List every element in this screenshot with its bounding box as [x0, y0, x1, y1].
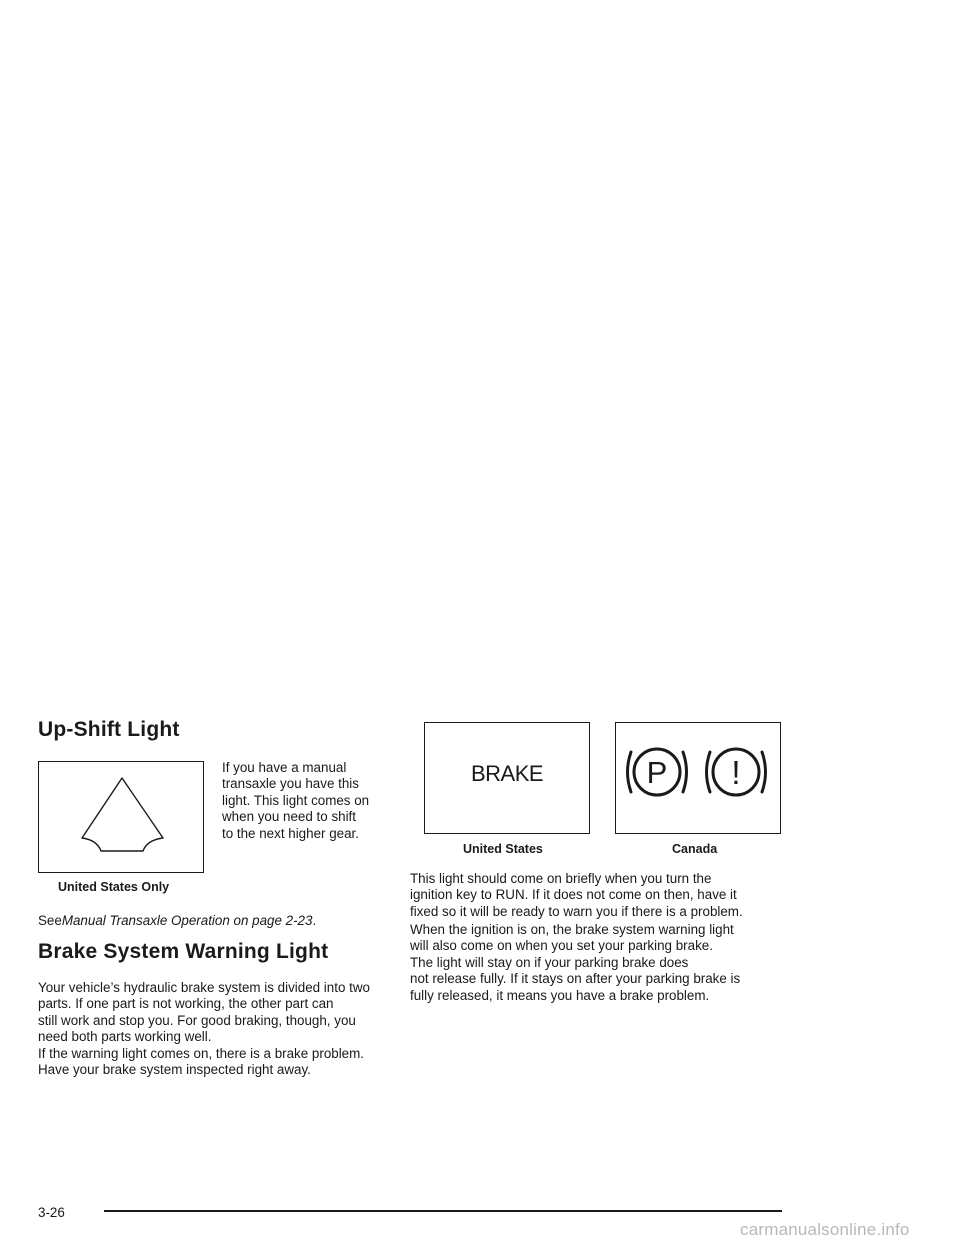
text-line: transaxle you have this — [222, 776, 359, 792]
upshift-heading: Up-Shift Light — [38, 718, 180, 741]
parking-brake-warning-icon — [616, 723, 779, 832]
parking-p-glyph: P — [646, 755, 668, 790]
text-line: will also come on when you set your parking brake. — [410, 938, 713, 954]
brake-heading: Brake System Warning Light — [38, 940, 329, 963]
text-line: This light should come on briefly when you turn the — [410, 871, 712, 886]
manual-transaxle-link[interactable]: Manual Transaxle Operation on page 2-23 — [61, 913, 313, 928]
text-line: Your vehicle’s hydraulic brake system is divided into two — [38, 980, 370, 995]
upshift-intro-text — [222, 760, 369, 842]
brake-canada-icon-frame — [615, 722, 781, 834]
text-line: fully released, it means you have a brake problem. — [410, 987, 710, 1003]
see-suffix: . — [312, 913, 317, 928]
text-line: light. This light comes on — [222, 792, 370, 808]
brake-paragraph-4 — [410, 922, 740, 1004]
text-line: When the ignition is on, the brake system warning light — [410, 922, 734, 937]
text-line: The light will stay on if your parking brake does — [410, 954, 689, 970]
upshift-icon-caption: United States Only — [58, 880, 170, 894]
brake-canada-caption: Canada — [672, 842, 718, 856]
page-number: 3-26 — [38, 1205, 65, 1220]
brake-paragraph-3 — [410, 871, 743, 920]
text-line: not release fully. If it stays on after your parking brake is — [410, 971, 741, 987]
text-line: need both parts working well. — [38, 1029, 212, 1045]
text-line: Have your brake system inspected right away. — [38, 1062, 311, 1078]
footer-rule — [104, 1210, 782, 1212]
text-line: If the warning light comes on, there is a brake problem. — [38, 1046, 365, 1061]
text-line: fixed so it will be ready to warn you if there is a problem. — [410, 903, 743, 919]
brake-paragraph-1 — [38, 980, 370, 1046]
watermark: carmanualsonline.info — [740, 1220, 910, 1239]
see-prefix: See — [38, 913, 62, 928]
brake-us-caption: United States — [463, 842, 543, 856]
upshift-see-reference — [38, 913, 316, 929]
brake-us-icon-frame — [424, 722, 590, 834]
upshift-triangle-icon — [39, 762, 202, 871]
text-line: parts. If one part is not working, the other part can — [38, 996, 334, 1012]
text-line: when you need to shift — [222, 809, 356, 825]
upshift-light-icon-frame — [38, 761, 204, 873]
text-line: ignition key to RUN. If it does not come on then, have it — [410, 887, 737, 903]
brake-word-icon: BRAKE — [470, 761, 544, 786]
text-line: still work and stop you. For good braking, though, you — [38, 1012, 356, 1028]
text-line: If you have a manual — [222, 760, 347, 775]
brake-paragraph-2 — [38, 1046, 364, 1079]
text-line: to the next higher gear. — [222, 825, 359, 841]
exclamation-glyph: ! — [731, 754, 741, 791]
